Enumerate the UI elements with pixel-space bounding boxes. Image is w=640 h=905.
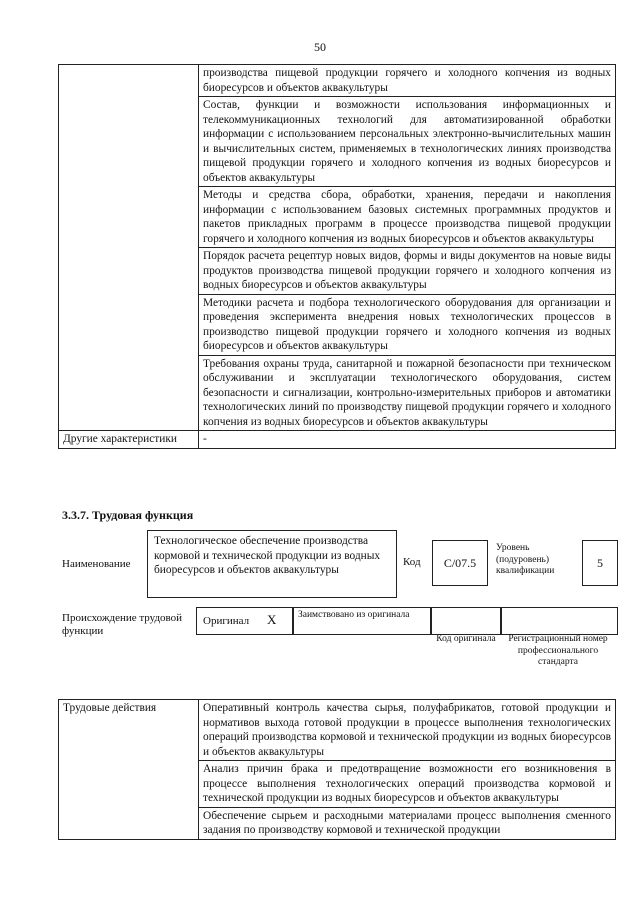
- table-row: [59, 431, 616, 449]
- borrowed-cell: [292, 607, 432, 635]
- reg-number-caption: Регистрационный номер профессионального стандарта: [508, 634, 608, 667]
- table-cell-text: производства пищевой продукции горячего и холодного копчения из водных биоресурсов и объектов аквакультуры: [199, 65, 616, 97]
- name-label: Наименование: [62, 558, 131, 570]
- function-name: Технологическое обеспечение производства кормовой и технической продукции из водных биоресурсов и объектов аквакультуры: [154, 535, 381, 576]
- origin-code-caption: Код оригинала: [436, 634, 496, 644]
- level-box: [582, 540, 618, 586]
- labor-actions-table: [58, 699, 616, 840]
- table-row-label: Трудовые действия: [59, 700, 199, 840]
- table-cell-text: Анализ причин брака и предотвращение возможности его возникновения в процессе выполнения технологических операций производства кормовой и технической продукции из водных биоресурсов и объектов аквакультуры: [199, 761, 616, 808]
- code-value: C/07.5: [443, 556, 477, 570]
- code-box: [432, 540, 488, 586]
- table-cell-text: Методики расчета и подбора технологического оборудования для организации и проведения эксперимента внедрения новых технологических процессов в производство пищевой продукции горячего и холодного копчения из водных биоресурсов и объектов аквакультуры: [199, 294, 616, 355]
- table-cell-text: Оперативный контроль качества сырья, полуфабрикатов, готовой продукции и нормативов выхода готовой продукции в процессе выполнения технологических операций производства кормовой и технической продукции из водных биоресурсов и объектов аквакультуры: [199, 700, 616, 761]
- table-row: [59, 65, 616, 97]
- original-cell: [196, 607, 294, 635]
- original-label: Оригинал: [203, 615, 250, 627]
- table-cell-text: Требования охраны труда, санитарной и пожарной безопасности при техническом обслуживании и эксплуатации технологического оборудования, систем безопасности и сигнализации, контрольно-измерительных приборов и автоматики технологических линий по производству пищевой продукции горячего и холодного копчения из водных биоресурсов и объектов аквакультуры: [199, 355, 616, 431]
- table-row-label: [59, 65, 199, 431]
- table-row-label: Другие характеристики: [59, 431, 199, 449]
- level-value: 5: [597, 556, 603, 570]
- origin-code-cell: [430, 607, 502, 635]
- table-cell-text: Методы и средства сбора, обработки, хранения, передачи и накопления информации с использованием базовых системных программных продуктов и пакетов прикладных программ в процессе производства пищевой продукции горячего и холодного копчения из водных биоресурсов и объектов аквакультуры: [199, 187, 616, 248]
- origin-label: Происхождение трудовой функции: [62, 612, 183, 637]
- knowledge-table: [58, 64, 616, 449]
- level-label: Уровень (подуровень) квалификации: [496, 543, 555, 576]
- reg-number-cell: [500, 607, 618, 635]
- original-mark: X: [267, 612, 277, 627]
- table-cell-text: Порядок расчета рецептур новых видов, формы и виды документов на новые виды продуктов производства пищевой продукции горячего и холодного копчения из водных биоресурсов и объектов аквакультуры: [199, 248, 616, 295]
- table-cell-text: -: [199, 431, 616, 449]
- table-row: [59, 700, 616, 761]
- table-cell-text: Состав, функции и возможности использования информационных и телекоммуникационных технологий для автоматизированной обработки информации с использованием персональных электронно-вычислительных машин и вычислительных систем, применяемых в технологических линиях производства пищевой продукции горячего и холодного копчения из водных биоресурсов и объектов аквакультуры: [199, 97, 616, 187]
- section-heading: 3.3.7. Трудовая функция: [62, 508, 194, 522]
- page-number: 50: [314, 40, 326, 54]
- code-label: Код: [403, 556, 421, 568]
- table-cell-text: Обеспечение сырьем и расходными материалами процесс выполнения сменного задания по производству кормовой и технической продукции: [199, 807, 616, 839]
- borrowed-label: Заимствовано из оригинала: [298, 610, 410, 620]
- function-name-box: [147, 530, 397, 598]
